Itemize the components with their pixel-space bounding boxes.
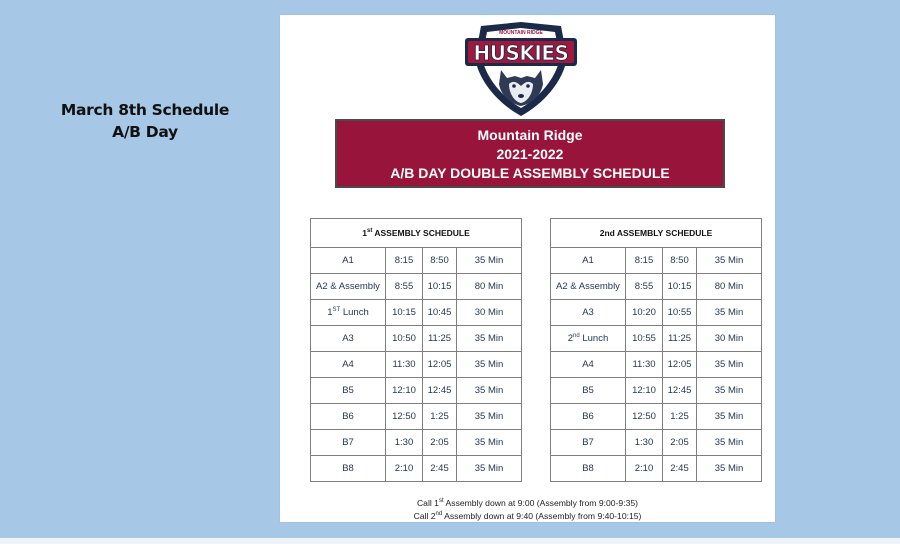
slide-title [40, 99, 250, 143]
period-cell: A1 [551, 248, 626, 274]
schedule-row [311, 326, 522, 352]
period-cell: A4 [311, 352, 386, 378]
duration-cell: 35 Min [697, 248, 762, 274]
schedule-row [311, 248, 522, 274]
period-cell: 1ST Lunch [311, 300, 386, 326]
table1-header: 1st ASSEMBLY SCHEDULE [311, 219, 522, 248]
schedule-row [551, 430, 762, 456]
schedule-row [311, 274, 522, 300]
duration-cell: 30 Min [457, 300, 522, 326]
duration-cell: 35 Min [457, 326, 522, 352]
start-cell: 1:30 [626, 430, 663, 456]
period-cell: A4 [551, 352, 626, 378]
huskies-logo [463, 20, 579, 118]
start-cell: 8:15 [626, 248, 663, 274]
end-cell: 11:25 [663, 326, 697, 352]
period-cell: 2nd Lunch [551, 326, 626, 352]
end-cell: 10:55 [663, 300, 697, 326]
schedule-row [311, 430, 522, 456]
end-cell: 8:50 [663, 248, 697, 274]
period-cell: B8 [551, 456, 626, 482]
slide-title-line2: A/B Day [112, 123, 178, 141]
start-cell: 12:50 [386, 404, 423, 430]
start-cell: 8:15 [386, 248, 423, 274]
banner-schedule-name: A/B DAY DOUBLE ASSEMBLY SCHEDULE [390, 165, 670, 181]
start-cell: 12:50 [626, 404, 663, 430]
end-cell: 1:25 [663, 404, 697, 430]
start-cell: 10:20 [626, 300, 663, 326]
schedule-row [311, 300, 522, 326]
start-cell: 2:10 [386, 456, 423, 482]
end-cell: 10:45 [423, 300, 457, 326]
start-cell: 8:55 [386, 274, 423, 300]
banner-school: Mountain Ridge [477, 127, 583, 143]
period-cell: A2 & Assembly [551, 274, 626, 300]
period-cell: A1 [311, 248, 386, 274]
schedule-row [551, 248, 762, 274]
end-cell: 11:25 [423, 326, 457, 352]
duration-cell: 35 Min [697, 352, 762, 378]
schedule-row [551, 300, 762, 326]
logo-word: HUSKIES [473, 41, 569, 65]
duration-cell: 80 Min [697, 274, 762, 300]
duration-cell: 35 Min [457, 430, 522, 456]
schedule-row [551, 352, 762, 378]
period-cell: B7 [551, 430, 626, 456]
end-cell: 2:45 [423, 456, 457, 482]
period-cell: B7 [311, 430, 386, 456]
schedule-row [551, 404, 762, 430]
end-cell: 10:15 [423, 274, 457, 300]
schedule-row [311, 456, 522, 482]
schedule-row [311, 378, 522, 404]
end-cell: 12:45 [663, 378, 697, 404]
table2-header: 2nd ASSEMBLY SCHEDULE [551, 219, 762, 248]
schedule-row [551, 456, 762, 482]
logo-top-text: MOUNTAIN RIDGE [499, 30, 543, 36]
period-cell: A3 [311, 326, 386, 352]
end-cell: 1:25 [423, 404, 457, 430]
period-cell: B8 [311, 456, 386, 482]
start-cell: 12:10 [626, 378, 663, 404]
end-cell: 12:05 [663, 352, 697, 378]
schedule-row [551, 378, 762, 404]
schedule-document [280, 15, 775, 522]
schedule-row [311, 352, 522, 378]
duration-cell: 35 Min [697, 378, 762, 404]
start-cell: 11:30 [626, 352, 663, 378]
schedule-row [551, 326, 762, 352]
duration-cell: 35 Min [697, 300, 762, 326]
end-cell: 12:05 [423, 352, 457, 378]
duration-cell: 35 Min [697, 430, 762, 456]
second-assembly-table [550, 218, 762, 482]
end-cell: 12:45 [423, 378, 457, 404]
duration-cell: 35 Min [457, 404, 522, 430]
end-cell: 8:50 [423, 248, 457, 274]
footer-line2: Call 2nd Assembly down at 9:40 (Assembly from 9:40-10:15) [413, 510, 642, 521]
start-cell: 10:50 [386, 326, 423, 352]
start-cell: 10:55 [626, 326, 663, 352]
period-cell: B6 [311, 404, 386, 430]
duration-cell: 35 Min [697, 404, 762, 430]
period-cell: B5 [551, 378, 626, 404]
slide-title-line1: March 8th Schedule [60, 101, 230, 119]
duration-cell: 80 Min [457, 274, 522, 300]
period-cell: B5 [311, 378, 386, 404]
duration-cell: 35 Min [457, 352, 522, 378]
start-cell: 2:10 [626, 456, 663, 482]
title-banner [335, 119, 725, 188]
period-cell: A3 [551, 300, 626, 326]
start-cell: 8:55 [626, 274, 663, 300]
duration-cell: 30 Min [697, 326, 762, 352]
bottom-strip [0, 538, 900, 544]
footer-notes [280, 496, 775, 522]
first-assembly-table [310, 218, 522, 482]
banner-year: 2021-2022 [496, 146, 564, 162]
duration-cell: 35 Min [457, 378, 522, 404]
start-cell: 11:30 [386, 352, 423, 378]
duration-cell: 35 Min [457, 456, 522, 482]
start-cell: 10:15 [386, 300, 423, 326]
start-cell: 12:10 [386, 378, 423, 404]
footer-line1: Call 1st Assembly down at 9:00 (Assembly from 9:00-9:35) [416, 497, 639, 508]
end-cell: 2:05 [663, 430, 697, 456]
schedule-row [311, 404, 522, 430]
period-cell: B6 [551, 404, 626, 430]
end-cell: 2:45 [663, 456, 697, 482]
duration-cell: 35 Min [697, 456, 762, 482]
end-cell: 10:15 [663, 274, 697, 300]
schedule-row [551, 274, 762, 300]
end-cell: 2:05 [423, 430, 457, 456]
start-cell: 1:30 [386, 430, 423, 456]
period-cell: A2 & Assembly [311, 274, 386, 300]
duration-cell: 35 Min [457, 248, 522, 274]
